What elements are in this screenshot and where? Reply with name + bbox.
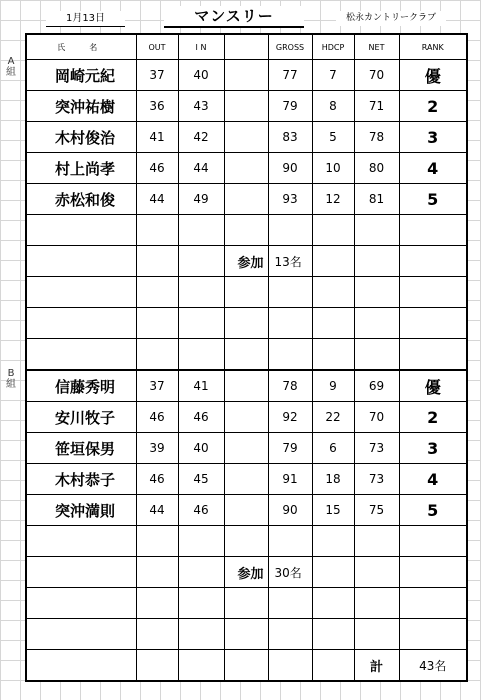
- hdcp-value: 8: [312, 91, 354, 122]
- participants-count: 13名: [268, 246, 312, 277]
- empty-row: [26, 215, 467, 246]
- in-score: 44: [178, 153, 224, 184]
- group-a-label-text: [5, 56, 17, 78]
- empty-cell: [26, 619, 136, 650]
- empty-cell: [178, 650, 224, 682]
- empty-row: [26, 619, 467, 650]
- player-name: 突沖祐樹: [26, 91, 136, 122]
- empty-cell: [136, 526, 178, 557]
- empty-cell: [312, 277, 354, 308]
- net-score: 81: [354, 184, 399, 215]
- empty-cell: [312, 557, 354, 588]
- empty-cell: [224, 619, 268, 650]
- empty-cell: [136, 588, 178, 619]
- empty-cell: [136, 215, 178, 246]
- rank-value: 2: [399, 91, 467, 122]
- empty-cell: [224, 526, 268, 557]
- empty-cell: [399, 339, 467, 371]
- net-score: 70: [354, 60, 399, 91]
- blank-cell: [224, 184, 268, 215]
- net-score: 75: [354, 495, 399, 526]
- empty-cell: [312, 215, 354, 246]
- group-b-label-text: [5, 368, 17, 390]
- in-score: 41: [178, 370, 224, 402]
- empty-cell: [178, 246, 224, 277]
- empty-cell: [224, 308, 268, 339]
- table-row: [26, 433, 467, 464]
- gross-score: 78: [268, 370, 312, 402]
- empty-cell: [399, 277, 467, 308]
- empty-cell: [136, 619, 178, 650]
- empty-cell: [399, 246, 467, 277]
- rank-value: 4: [399, 153, 467, 184]
- gross-score: 92: [268, 402, 312, 433]
- total-label: 計: [354, 650, 399, 682]
- player-name: 岡崎元紀: [26, 60, 136, 91]
- player-name: 赤松和俊: [26, 184, 136, 215]
- rank-value: 2: [399, 402, 467, 433]
- empty-row: [26, 339, 467, 371]
- col-rank-header: RANK: [399, 34, 467, 60]
- player-name: 木村恭子: [26, 464, 136, 495]
- empty-cell: [26, 526, 136, 557]
- rank-value: 優: [399, 370, 467, 402]
- group-label-char: A: [7, 56, 15, 67]
- player-name: 村上尚孝: [26, 153, 136, 184]
- gross-score: 79: [268, 91, 312, 122]
- in-score: 42: [178, 122, 224, 153]
- empty-row: [26, 526, 467, 557]
- in-score: 43: [178, 91, 224, 122]
- empty-cell: [354, 619, 399, 650]
- empty-cell: [178, 526, 224, 557]
- empty-cell: [312, 246, 354, 277]
- out-score: 44: [136, 495, 178, 526]
- gross-score: 93: [268, 184, 312, 215]
- empty-cell: [178, 339, 224, 371]
- table-row: [26, 184, 467, 215]
- out-score: 46: [136, 464, 178, 495]
- empty-cell: [178, 215, 224, 246]
- out-score: 46: [136, 402, 178, 433]
- blank-cell: [224, 370, 268, 402]
- blank-cell: [224, 60, 268, 91]
- empty-cell: [268, 339, 312, 371]
- empty-cell: [399, 215, 467, 246]
- empty-row: [26, 588, 467, 619]
- gross-score: 90: [268, 495, 312, 526]
- empty-cell: [354, 557, 399, 588]
- gross-score: 90: [268, 153, 312, 184]
- out-score: 41: [136, 122, 178, 153]
- table-row: [26, 91, 467, 122]
- rank-value: 優: [399, 60, 467, 91]
- empty-cell: [224, 588, 268, 619]
- hdcp-value: 9: [312, 370, 354, 402]
- table-row: [26, 122, 467, 153]
- rank-value: 5: [399, 495, 467, 526]
- header-row: [26, 34, 467, 60]
- empty-cell: [399, 588, 467, 619]
- participants-row: [26, 557, 467, 588]
- empty-cell: [312, 308, 354, 339]
- in-score: 40: [178, 433, 224, 464]
- col-in-header: I N: [178, 34, 224, 60]
- in-score: 45: [178, 464, 224, 495]
- empty-cell: [224, 277, 268, 308]
- player-name: 笹垣保男: [26, 433, 136, 464]
- empty-cell: [136, 308, 178, 339]
- empty-cell: [26, 588, 136, 619]
- player-name: 突沖満則: [26, 495, 136, 526]
- empty-cell: [399, 557, 467, 588]
- group-label-char: B: [7, 368, 15, 379]
- player-name: 木村俊治: [26, 122, 136, 153]
- out-score: 37: [136, 60, 178, 91]
- empty-cell: [26, 650, 136, 682]
- empty-cell: [224, 339, 268, 371]
- empty-cell: [224, 215, 268, 246]
- blank-cell: [224, 464, 268, 495]
- blank-cell: [224, 91, 268, 122]
- col-name-header: 氏 名: [26, 34, 136, 60]
- empty-cell: [312, 650, 354, 682]
- table-row: [26, 464, 467, 495]
- col-out-header: OUT: [136, 34, 178, 60]
- hdcp-value: 22: [312, 402, 354, 433]
- col-net-header: NET: [354, 34, 399, 60]
- empty-cell: [268, 650, 312, 682]
- empty-cell: [268, 277, 312, 308]
- net-score: 80: [354, 153, 399, 184]
- empty-cell: [354, 588, 399, 619]
- hdcp-value: 6: [312, 433, 354, 464]
- blank-cell: [224, 495, 268, 526]
- gross-score: 79: [268, 433, 312, 464]
- group-b-label: [5, 368, 17, 390]
- empty-cell: [26, 246, 136, 277]
- empty-cell: [354, 246, 399, 277]
- table-row: [26, 153, 467, 184]
- net-score: 71: [354, 91, 399, 122]
- empty-cell: [268, 215, 312, 246]
- group-label-char: 組: [6, 379, 16, 390]
- table-row: [26, 402, 467, 433]
- out-score: 46: [136, 153, 178, 184]
- net-score: 73: [354, 464, 399, 495]
- empty-cell: [354, 339, 399, 371]
- table-row: [26, 60, 467, 91]
- rank-value: 3: [399, 433, 467, 464]
- empty-row: [26, 308, 467, 339]
- empty-cell: [136, 339, 178, 371]
- participants-label: 参加: [224, 557, 268, 588]
- empty-cell: [178, 619, 224, 650]
- col-blank-header: [224, 34, 268, 60]
- in-score: 40: [178, 60, 224, 91]
- empty-cell: [26, 277, 136, 308]
- empty-cell: [136, 650, 178, 682]
- total-row: [26, 650, 467, 682]
- page-title: マンスリー: [164, 6, 304, 28]
- blank-cell: [224, 402, 268, 433]
- empty-cell: [354, 215, 399, 246]
- in-score: 49: [178, 184, 224, 215]
- hdcp-value: 10: [312, 153, 354, 184]
- empty-cell: [268, 588, 312, 619]
- empty-cell: [178, 308, 224, 339]
- net-score: 73: [354, 433, 399, 464]
- hdcp-value: 15: [312, 495, 354, 526]
- empty-cell: [312, 339, 354, 371]
- empty-cell: [26, 339, 136, 371]
- empty-cell: [312, 526, 354, 557]
- gross-score: 91: [268, 464, 312, 495]
- hdcp-value: 12: [312, 184, 354, 215]
- hdcp-value: 7: [312, 60, 354, 91]
- col-gross-header: GROSS: [268, 34, 312, 60]
- group-label-char: 組: [6, 67, 16, 78]
- club-name: 松永カントリークラブ: [336, 11, 446, 26]
- date-label: 1月13日: [46, 11, 125, 27]
- hdcp-value: 5: [312, 122, 354, 153]
- player-name: 安川牧子: [26, 402, 136, 433]
- empty-cell: [354, 308, 399, 339]
- blank-cell: [224, 122, 268, 153]
- in-score: 46: [178, 495, 224, 526]
- net-score: 69: [354, 370, 399, 402]
- participants-label: 参加: [224, 246, 268, 277]
- group-a-label: [5, 56, 17, 78]
- empty-cell: [268, 619, 312, 650]
- empty-cell: [399, 308, 467, 339]
- hdcp-value: 18: [312, 464, 354, 495]
- empty-cell: [224, 650, 268, 682]
- col-hdcp-header: HDCP: [312, 34, 354, 60]
- rank-value: 4: [399, 464, 467, 495]
- score-table: [25, 33, 468, 682]
- gross-score: 77: [268, 60, 312, 91]
- out-score: 37: [136, 370, 178, 402]
- empty-cell: [178, 557, 224, 588]
- table-row: [26, 495, 467, 526]
- out-score: 36: [136, 91, 178, 122]
- net-score: 70: [354, 402, 399, 433]
- empty-cell: [136, 246, 178, 277]
- empty-row: [26, 277, 467, 308]
- empty-cell: [312, 588, 354, 619]
- blank-cell: [224, 153, 268, 184]
- out-score: 39: [136, 433, 178, 464]
- empty-cell: [354, 526, 399, 557]
- total-count: 43名: [399, 650, 467, 682]
- rank-value: 5: [399, 184, 467, 215]
- blank-cell: [224, 433, 268, 464]
- empty-cell: [178, 588, 224, 619]
- empty-cell: [26, 308, 136, 339]
- player-name: 信藤秀明: [26, 370, 136, 402]
- empty-cell: [268, 526, 312, 557]
- empty-cell: [136, 277, 178, 308]
- table-row: [26, 370, 467, 402]
- out-score: 44: [136, 184, 178, 215]
- rank-value: 3: [399, 122, 467, 153]
- empty-cell: [312, 619, 354, 650]
- empty-cell: [354, 277, 399, 308]
- net-score: 78: [354, 122, 399, 153]
- empty-cell: [399, 526, 467, 557]
- participants-count: 30名: [268, 557, 312, 588]
- empty-cell: [26, 215, 136, 246]
- empty-cell: [268, 308, 312, 339]
- in-score: 46: [178, 402, 224, 433]
- empty-cell: [178, 277, 224, 308]
- gross-score: 83: [268, 122, 312, 153]
- empty-cell: [399, 619, 467, 650]
- empty-cell: [136, 557, 178, 588]
- empty-cell: [26, 557, 136, 588]
- participants-row: [26, 246, 467, 277]
